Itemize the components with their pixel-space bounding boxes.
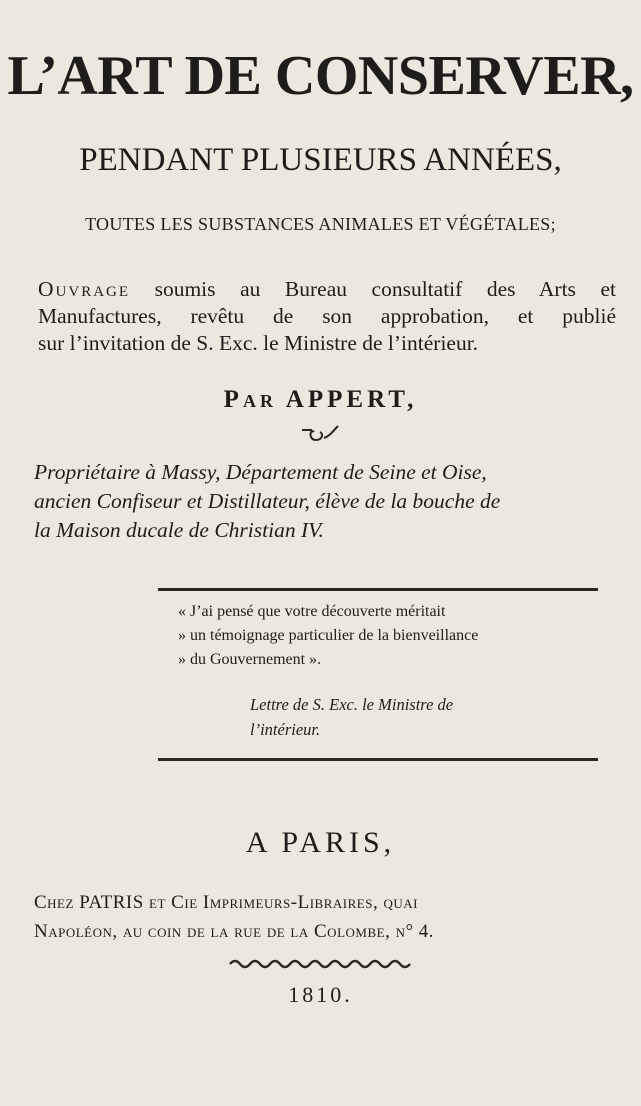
top-rule <box>158 588 598 591</box>
credentials-line-1: Propriétaire à Massy, Département de Seine et Oise, <box>34 460 487 484</box>
flourish-ornament <box>298 424 344 446</box>
attribution-line-2: l’intérieur. <box>250 720 321 739</box>
publisher-line-2: Napoléon, au coin de la rue de la Colombe, n° 4. <box>34 921 435 942</box>
quote-line-1: « J’ai pensé que votre découverte méritait <box>178 603 446 620</box>
quotation <box>178 600 618 672</box>
description-paragraph <box>38 276 616 357</box>
description-line-1-rest: soumis au Bureau consultatif des Arts et <box>130 277 616 301</box>
wavy-ornament-rule <box>228 958 418 970</box>
description-first-word: Ouvrage <box>38 277 131 301</box>
publication-city: A PARIS, <box>245 826 396 859</box>
publication-year: 1810. <box>288 982 353 1007</box>
book-subtitle: PENDANT PLUSIEURS ANNÉES, <box>79 142 562 178</box>
description-line-2: Manufactures, revêtu de son approbation, et publié <box>38 304 616 328</box>
quote-line-3: » du Gouvernement ». <box>178 651 322 668</box>
description-line-1 <box>38 276 616 303</box>
attribution-line-1: Lettre de S. Exc. le Ministre de <box>250 695 454 714</box>
author-name: Par APPERT, <box>223 386 418 413</box>
quote-line-2: » un témoignage particulier de la bienveillance <box>178 627 479 644</box>
bottom-rule <box>158 758 598 761</box>
description-line-3: sur l’invitation de S. Exc. le Ministre de l’intérieur. <box>38 331 479 355</box>
publisher-imprint <box>34 888 626 946</box>
author-credentials <box>34 458 624 545</box>
book-title: L’ART DE CONSERVER, <box>7 45 634 107</box>
quote-attribution <box>250 692 620 742</box>
book-subject: TOUTES LES SUBSTANCES ANIMALES ET VÉGÉTALES; <box>85 214 556 234</box>
publisher-line-1: Chez PATRIS et Cie Imprimeurs-Libraires, quai <box>34 892 418 913</box>
credentials-line-2: ancien Confiseur et Distillateur, élève de la bouche de <box>34 489 501 513</box>
credentials-line-3: la Maison ducale de Christian IV. <box>34 518 324 542</box>
